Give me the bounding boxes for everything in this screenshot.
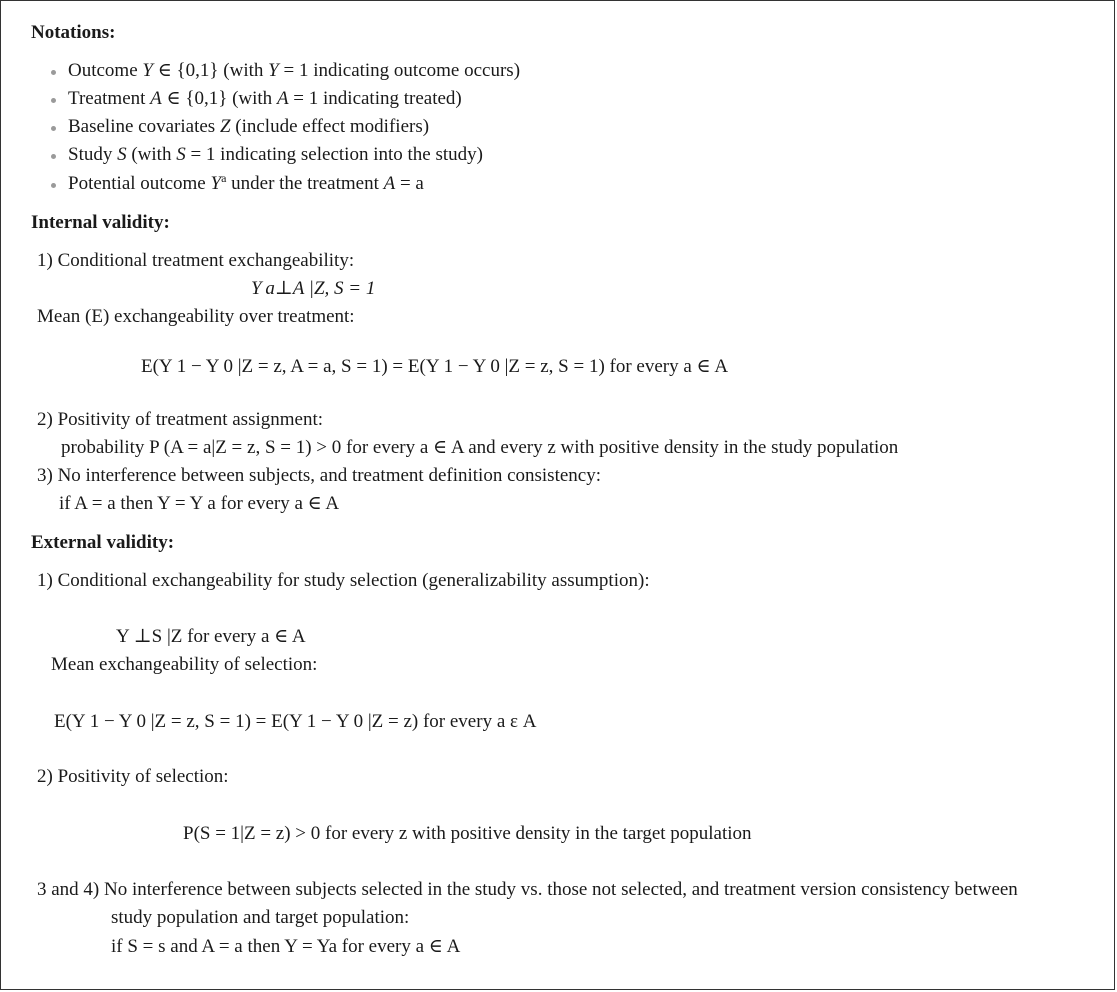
internal-c2-title: 2) Positivity of treatment assignment: (37, 409, 324, 430)
external-c1-formula: Y ⊥S |Z for every a ∈ A (116, 626, 306, 647)
external-c2-title: 2) Positivity of selection: (37, 766, 229, 787)
internal-c3-title: 3) No interference between subjects, and treatment definition consistency: (37, 465, 601, 486)
bullet-icon (51, 154, 56, 159)
internal-validity-heading: Internal validity: (31, 212, 170, 233)
external-c2-formula: P(S = 1|Z = z) > 0 for every z with positive density in the target population (183, 823, 752, 844)
notation-covariates: Baseline covariates Z (include effect modifiers) (68, 116, 430, 137)
internal-c1-formula: Y a⊥A |Z, S = 1 (251, 278, 376, 299)
notation-potential-outcome: Potential outcome $Y^a$ under the treatment A = a (68, 171, 424, 194)
internal-c2-formula: probability P (A = a|Z = z, S = 1) > 0 for every a ∈ A and every z with positive density in the study population (61, 437, 899, 458)
bullet-icon (51, 183, 56, 188)
notation-outcome: Outcome Y ∈ {0,1} (with Y = 1 indicating outcome occurs) (68, 60, 521, 81)
external-validity-heading: External validity: (31, 532, 175, 553)
external-c34-title: 3 and 4) No interference between subjects selected in the study vs. those not selected, and treatment version consistency between (37, 879, 1018, 900)
internal-c1-title: 1) Conditional treatment exchangeability: (37, 250, 355, 271)
notation-treatment: Treatment A ∈ {0,1} (with A = 1 indicating treated) (68, 88, 462, 109)
bullet-icon (51, 70, 56, 75)
external-c1-title: 1) Conditional exchangeability for study selection (generalizability assumption): (37, 570, 650, 591)
notations-heading: Notations: (31, 22, 116, 43)
external-c34-title-cont: study population and target population: (111, 907, 410, 928)
external-c34-formula: if S = s and A = a then Y = Ya for every a ∈ A (111, 936, 461, 957)
internal-c3-formula: if A = a then Y = Y a for every a ∈ A (59, 493, 340, 514)
internal-mean-formula: E(Y 1 − Y 0 |Z = z, A = a, S = 1) = E(Y 1 − Y 0 |Z = z, S = 1) for every a ∈ A (141, 356, 729, 377)
external-mean-label: Mean exchangeability of selection: (51, 654, 318, 675)
internal-mean-label: Mean (E) exchangeability over treatment: (37, 306, 355, 327)
notation-study: Study S (with S = 1 indicating selection into the study) (68, 144, 483, 165)
bullet-icon (51, 98, 56, 103)
bullet-icon (51, 126, 56, 131)
external-mean-formula: E(Y 1 − Y 0 |Z = z, S = 1) = E(Y 1 − Y 0 |Z = z) for every a ε A (54, 711, 537, 732)
